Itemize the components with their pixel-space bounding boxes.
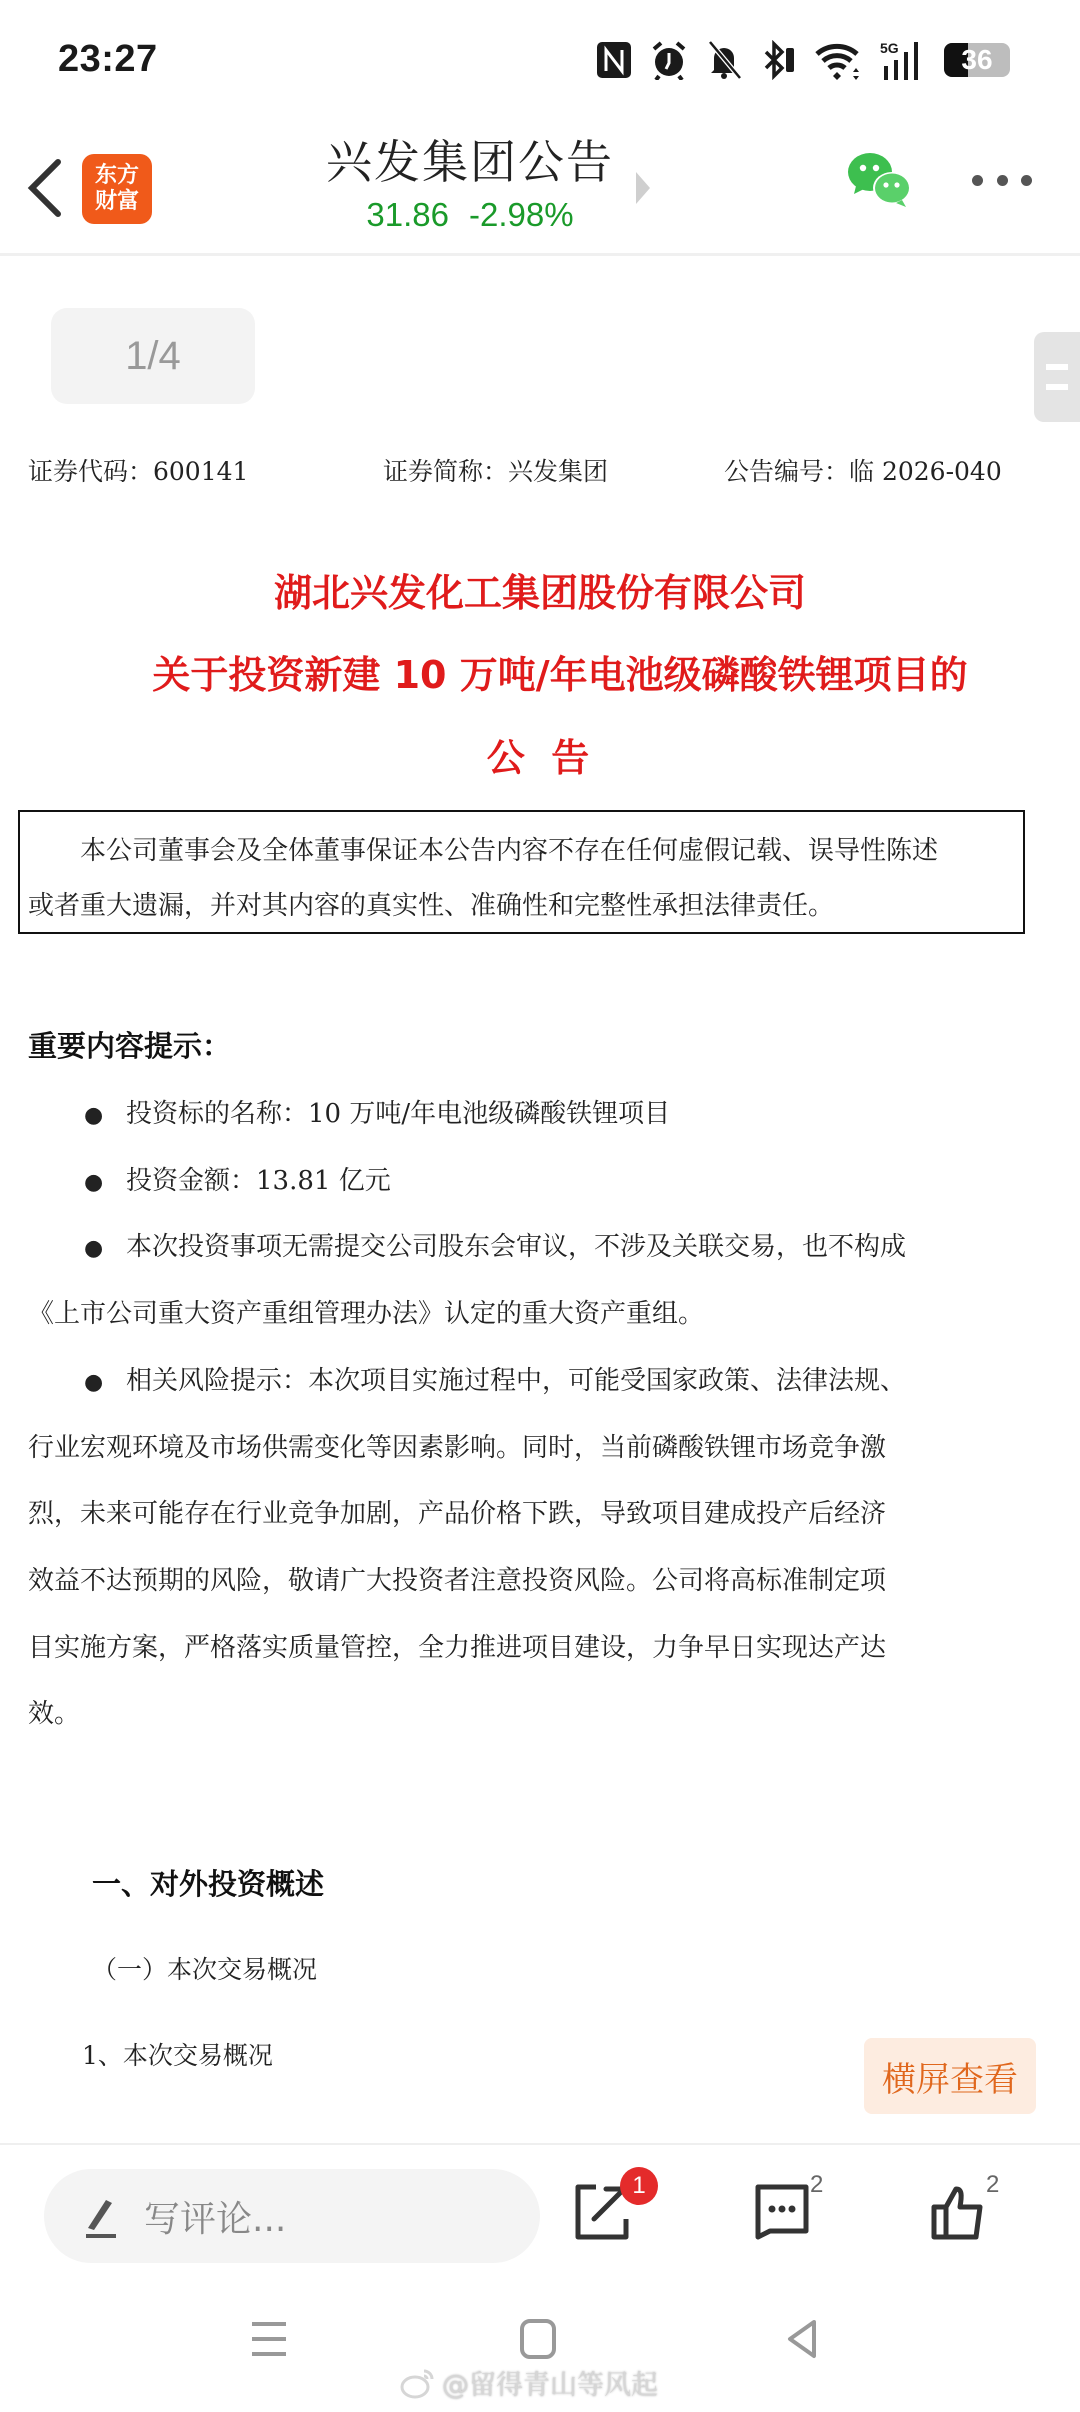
bullet-investment-amount: ● 投资金额：13.81 亿元 [84, 1160, 391, 1197]
side-drawer-handle[interactable] [1034, 332, 1080, 422]
more-dot [1021, 175, 1032, 186]
more-dot [997, 175, 1008, 186]
share-badge: 1 [620, 2167, 658, 2205]
app-logo-line1: 东方 [94, 163, 139, 188]
status-time: 23:27 [58, 38, 158, 80]
alarm-icon [650, 40, 688, 80]
handle-bar [1046, 384, 1068, 390]
back-nav-icon[interactable] [784, 2319, 820, 2359]
bell-muted-icon [706, 40, 742, 80]
bottom-action-bar [0, 2143, 1080, 2283]
wechat-icon[interactable] [846, 150, 912, 210]
disclaimer-box [18, 810, 1025, 934]
like-count: 2 [986, 2171, 1000, 2198]
announcement-title: 关于投资新建 10 万吨/年电池级磷酸铁锂项目的 [152, 653, 968, 697]
bullet-risk-cont: 效。 [28, 1699, 81, 1729]
security-name: 证券简称：兴发集团 [383, 457, 609, 486]
bullet-approval-cont: 《上市公司重大资产重组管理办法》认定的重大资产重组。 [28, 1299, 705, 1329]
comment-icon [752, 2181, 812, 2241]
app-logo-line2: 财富 [94, 189, 139, 214]
pencil-icon [84, 2194, 118, 2238]
bullet-risk-cont: 行业宏观环境及市场供需变化等因素影响。同时，当前磷酸铁锂市场竞争激 [28, 1433, 887, 1463]
landscape-view-button[interactable]: 横屏查看 [864, 2038, 1036, 2114]
watermark-text: @留得青山等风起 [442, 2370, 658, 2401]
stock-quote [300, 194, 640, 236]
stock-price: 31.86 [366, 196, 450, 233]
company-title: 湖北兴发化工集团股份有限公司 [273, 571, 806, 615]
nfc-icon [596, 41, 632, 79]
section-heading-1: 一、对外投资概述 [92, 1867, 325, 1901]
security-code: 证券代码：600141 [28, 457, 249, 486]
bullet-approval: ● 本次投资事项无需提交公司股东会审议，不涉及关联交易，也不构成 [84, 1226, 906, 1263]
disclaimer-line: 或者重大遗漏，并对其内容的真实性、准确性和完整性承担法律责任。 [28, 891, 835, 921]
announcement-number: 公告编号：临 2026-040 [724, 457, 1002, 486]
battery-level: 36 [961, 44, 993, 75]
more-menu-button[interactable] [972, 170, 1032, 190]
status-bar [0, 0, 1080, 120]
stock-change: -2.98% [469, 196, 574, 233]
status-icons [596, 40, 1010, 80]
handle-bar [1046, 364, 1068, 370]
bullet-risk-cont: 烈，未来可能存在行业竞争加剧，产品价格下跌，导致项目建成投产后经济 [28, 1499, 887, 1529]
comments-button[interactable] [752, 2171, 824, 2251]
comment-input[interactable] [44, 2169, 540, 2263]
bullet-risk: ● 相关风险提示：本次项目实施过程中，可能受国家政策、法律法规、 [84, 1360, 906, 1397]
battery-icon [944, 43, 1010, 77]
next-stock-arrow-icon[interactable] [636, 172, 650, 204]
bullet-risk-cont: 目实施方案，严格落实质量管控，全力推进项目建设，力争早日实现达产达 [28, 1633, 887, 1663]
disclaimer-line: 本公司董事会及全体董事保证本公告内容不存在任何虚假记载、误导性陈述 [80, 836, 939, 866]
svg-text:5G: 5G [880, 40, 899, 56]
more-dot [972, 175, 983, 186]
bullet-risk-cont: 效益不达预期的风险，敬请广大投资者注意投资风险。公司将高标准制定项 [28, 1566, 887, 1596]
share-button[interactable] [572, 2172, 646, 2251]
back-button[interactable] [22, 156, 66, 220]
system-nav-bar [0, 2283, 1080, 2412]
announcement-label: 公 告 [486, 736, 590, 780]
bullet-investment-target: ● 投资标的名称：10 万吨/年电池级磷酸铁锂项目 [84, 1093, 670, 1130]
watermark [400, 2363, 658, 2402]
5g-signal-icon [880, 40, 926, 80]
subsection-item: 1、本次交易概况 [82, 2041, 273, 2070]
page-indicator: 1/4 [51, 308, 255, 404]
weibo-icon [400, 2367, 436, 2399]
app-header [0, 120, 1080, 256]
subsection-heading: （一）本次交易概况 [92, 1955, 318, 1984]
thumbs-up-icon [928, 2181, 988, 2241]
key-points-heading: 重要内容提示： [28, 1029, 232, 1063]
like-button[interactable] [928, 2171, 1000, 2251]
app-logo[interactable] [82, 154, 152, 224]
home-icon[interactable] [520, 2319, 556, 2359]
comment-count: 2 [810, 2171, 824, 2198]
page-title: 兴发集团公告 [326, 135, 614, 189]
wifi-icon [814, 40, 862, 80]
recent-apps-icon[interactable] [250, 2319, 290, 2359]
comment-placeholder: 写评论... [144, 2198, 287, 2240]
stock-title-block[interactable] [300, 132, 640, 236]
bluetooth-icon [760, 40, 796, 80]
